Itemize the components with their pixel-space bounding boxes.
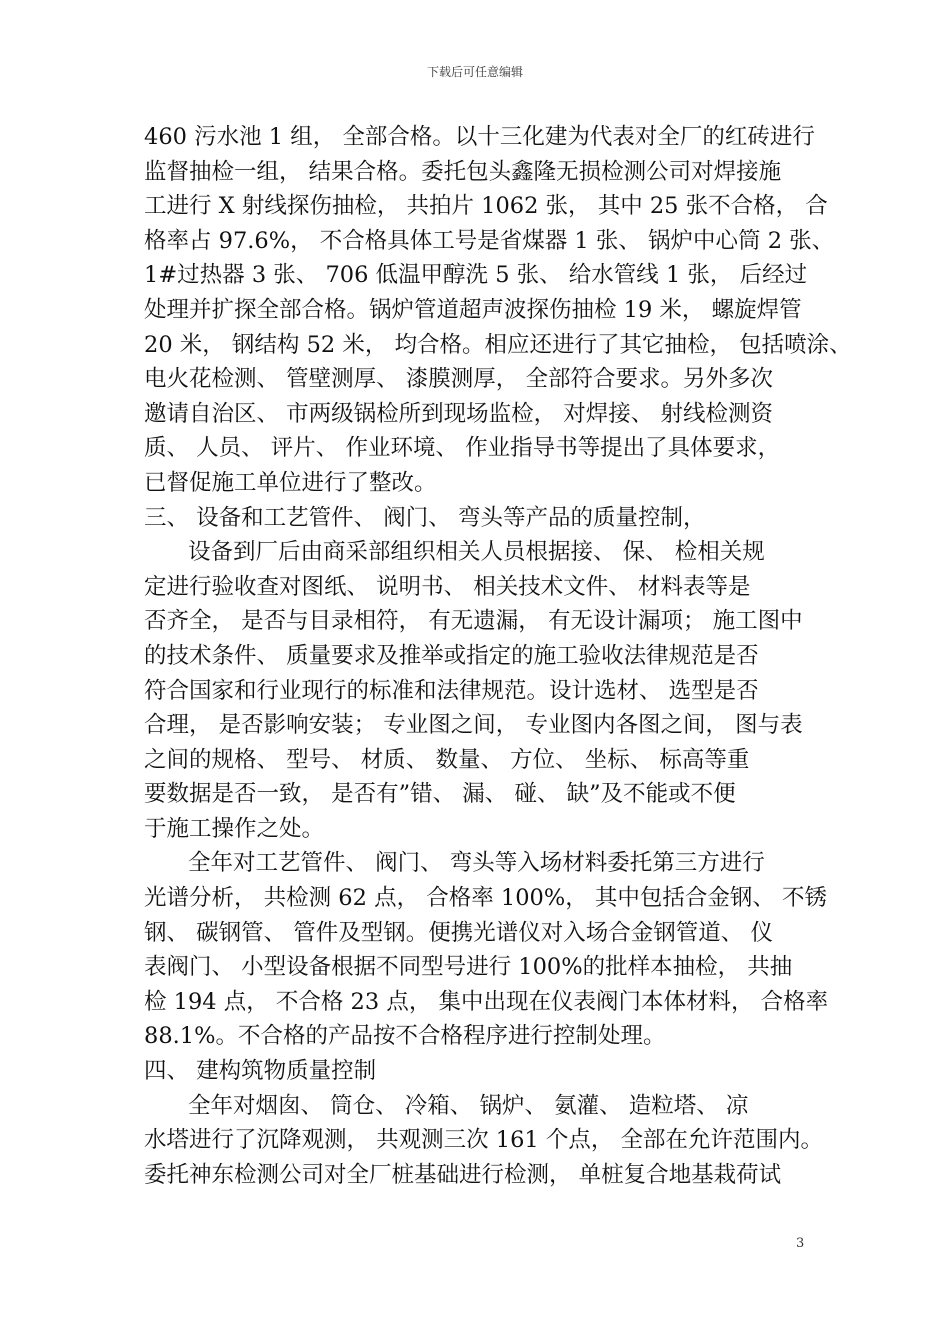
text-line: 处理并扩探全部合格。锅炉管道超声波探伤抽检 19 米， 螺旋焊管 xyxy=(144,296,802,323)
text-line: 否齐全， 是否与目录相符， 有无遗漏， 有无设计漏项； 施工图中 xyxy=(144,608,803,635)
text-line: 邀请自治区、 市两级锅检所到现场监检， 对焊接、 射线检测资 xyxy=(144,400,773,427)
section-heading: 四、 建构筑物质量控制 xyxy=(144,1058,377,1085)
text-line: 定进行验收查对图纸、 说明书、 相关技术文件、 材料表等是 xyxy=(144,573,751,600)
text-line: 表阀门、 小型设备根据不同型号进行 100%的批样本抽检， 共抽 xyxy=(144,954,793,981)
section-heading: 三、 设备和工艺管件、 阀门、 弯头等产品的质量控制， xyxy=(144,504,706,531)
text-line: 要数据是否一致， 是否有”错、 漏、 碰、 缺”及不能或不便 xyxy=(144,781,736,808)
text-line: 全年对工艺管件、 阀门、 弯头等入场材料委托第三方进行 xyxy=(188,850,765,877)
text-line: 格率占 97.6%， 不合格具体工号是省煤器 1 张、 锅炉中心筒 2 张、 xyxy=(144,227,835,254)
text-line: 光谱分析， 共检测 62 点， 合格率 100%， 其中包括合金钢、 不锈 xyxy=(144,885,828,912)
text-line: 检 194 点， 不合格 23 点， 集中出现在仪表阀门本体材料， 合格率 xyxy=(144,988,829,1015)
text-line: 电火花检测、 管壁测厚、 漆膜测厚， 全部符合要求。另外多次 xyxy=(144,366,773,393)
text-line: 的技术条件、 质量要求及推举或指定的施工验收法律规范是否 xyxy=(144,642,759,669)
text-line: 460 污水池 1 组， 全部合格。以十三化建为代表对全厂的红砖进行 xyxy=(144,124,815,150)
text-line: 委托神东检测公司对全厂桩基础进行检测， 单桩复合地基栽荷试 xyxy=(144,1161,782,1188)
text-line: 符合国家和行业现行的标准和法律规范。设计选材、 选型是否 xyxy=(144,677,759,704)
text-line: 水塔进行了沉降观测， 共观测三次 161 个点， 全部在允许范围内。 xyxy=(144,1127,824,1154)
page-header: 下载后可任意编辑 xyxy=(426,65,523,79)
text-line: 于施工操作之处。 xyxy=(144,815,325,842)
text-line: 质、 人员、 评片、 作业环境、 作业指导书等提出了具体要求， xyxy=(144,435,781,462)
text-line: 钢、 碳钢管、 管件及型钢。便携光谱仪对入场合金钢管道、 仪 xyxy=(144,919,773,946)
text-line: 监督抽检一组， 结果合格。委托包头鑫隆无损检测公司对焊接施 xyxy=(144,158,782,185)
text-line: 1#过热器 3 张、 706 低温甲醇洗 5 张、 给水管线 1 张， 后经过 xyxy=(144,262,808,289)
text-line: 工进行 X 射线探伤抽检， 共拍片 1062 张， 其中 25 张不合格， 合 xyxy=(144,193,828,220)
text-line: 设备到厂后由商采部组织相关人员根据接、 保、 检相关规 xyxy=(188,539,765,566)
text-line: 全年对烟囱、 筒仓、 冷箱、 锅炉、 氨灌、 造粒塔、 凉 xyxy=(188,1092,749,1119)
document-body xyxy=(144,120,852,1192)
text-line: 之间的规格、 型号、 材质、 数量、 方位、 坐标、 标高等重 xyxy=(144,746,750,773)
page-number: 3 xyxy=(796,1236,805,1251)
text-line: 20 米， 钢结构 52 米， 均合格。相应还进行了其它抽检， 包括喷涂、 xyxy=(144,331,852,358)
text-line: 已督促施工单位进行了整改。 xyxy=(144,469,437,496)
text-line: 合理， 是否影响安装； 专业图之间， 专业图内各图之间， 图与表 xyxy=(144,712,803,739)
text-line: 88.1%。不合格的产品按不合格程序进行控制处理。 xyxy=(144,1023,666,1050)
